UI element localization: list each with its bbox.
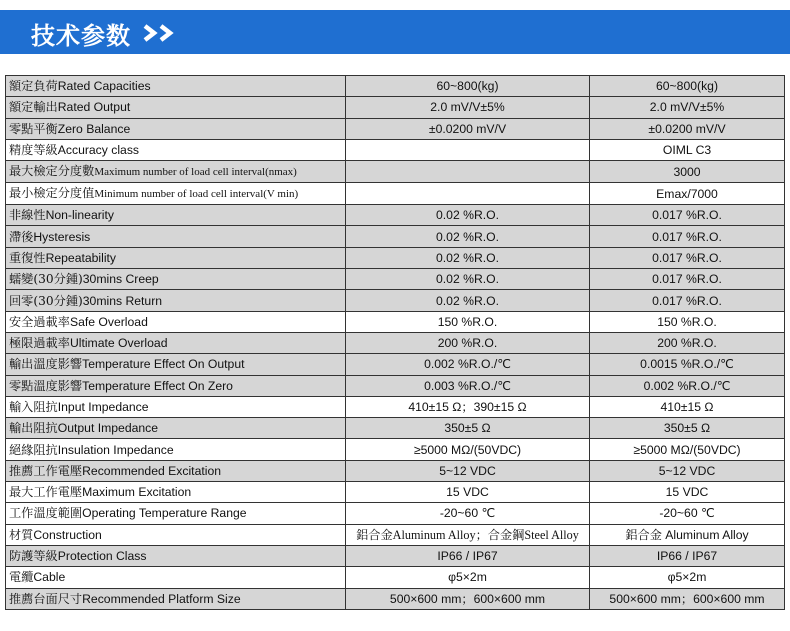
table-row [6,118,785,139]
param-name-zh: 推薦台面尺寸 [9,591,83,606]
param-name-cell [6,396,346,417]
param-name-cell [6,545,346,566]
value-cell-col2: 0.017 %R.O. [590,290,785,311]
param-name-cell [6,269,346,290]
param-name-cell [6,139,346,160]
value-cell-col1: ≥5000 MΩ/(50VDC) [346,439,590,460]
table-row [6,375,785,396]
param-name-zh: 工作溫度範圍 [9,506,83,521]
param-name-cell [6,418,346,439]
param-name-en: 30mins Return [82,293,163,308]
value-cell-col1: 60~800(kg) [346,76,590,97]
param-name-zh: 輸入阻抗 [9,400,58,414]
value-cell-col1: 350±5 Ω [346,418,590,439]
value-cell-col1: 0.02 %R.O. [346,290,590,311]
param-name-cell [6,161,346,183]
param-name-zh: 回零(30分鍾) [9,293,83,308]
value-cell-col2: 0.017 %R.O. [590,205,785,226]
param-name-cell [6,311,346,332]
value-cell-col2: 2.0 mV/V±5% [590,97,785,118]
table-row [6,332,785,353]
param-name-zh: 防護等級 [9,549,58,564]
param-name-cell [6,97,346,118]
param-name-en: Output Impedance [57,421,159,436]
param-name-zh: 零點平衡 [9,121,58,136]
table-row [6,460,785,481]
value-cell-col1: 200 %R.O. [346,332,590,353]
param-name-cell [6,205,346,226]
table-row [6,205,785,226]
value-cell-col1 [346,139,590,160]
value-cell-col2: Emax/7000 [590,183,785,205]
table-row [6,482,785,503]
param-name-zh: 額定輸出 [9,100,58,115]
table-row [6,139,785,160]
table-row [6,183,785,205]
section-title: 技术参数 [31,22,131,50]
param-name-zh: 最小檢定分度值 [9,186,95,201]
value-cell-col1: 0.02 %R.O. [346,269,590,290]
param-name-en: Cable [33,570,66,585]
param-name-en: Operating Temperature Range [82,506,247,521]
param-name-en: Protection Class [57,549,147,564]
value-cell-col2: ≥5000 MΩ/(50VDC) [590,439,785,460]
table-row [6,354,785,375]
param-name-cell [6,588,346,609]
table-row [6,290,785,311]
table-row [6,588,785,609]
table-row [6,311,785,332]
param-name-en: Accuracy class [57,143,140,158]
table-row [6,524,785,545]
value-cell-col2: 0.017 %R.O. [590,247,785,268]
value-cell-col1: IP66 / IP67 [346,545,590,566]
param-name-zh: 重復性 [9,250,46,265]
value-cell-col2: 200 %R.O. [590,332,785,353]
param-name-en: Ultimate Overload [69,336,168,351]
param-name-cell [6,567,346,588]
param-name-en: Maximum Excitation [82,485,192,500]
value-cell-col2: φ5×2m [590,567,785,588]
value-cell-col2: 410±15 Ω [590,396,785,417]
param-name-zh: 滯後 [9,229,34,244]
param-name-cell [6,524,346,545]
table-row [6,247,785,268]
table-row [6,269,785,290]
param-name-en: Non-linearity [45,208,114,223]
value-cell-col1: 410±15 Ω；390±15 Ω [346,396,590,417]
table-row [6,97,785,118]
value-cell-col2: 350±5 Ω [590,418,785,439]
double-chevron-right-icon [142,23,186,43]
value-cell-col1: 15 VDC [346,482,590,503]
section-banner [0,10,790,54]
param-name-cell [6,503,346,524]
value-cell-col2: 3000 [590,161,785,183]
param-name-zh: 最大工作電壓 [9,485,83,500]
param-name-en: Zero Balance [57,121,131,136]
value-cell-col1: 0.002 %R.O./℃ [346,354,590,375]
value-cell-col2: 60~800(kg) [590,76,785,97]
value-cell-col2: ±0.0200 mV/V [590,118,785,139]
value-cell-col1: 0.02 %R.O. [346,205,590,226]
table-row [6,439,785,460]
param-name-cell [6,247,346,268]
param-name-en: Hysteresis [33,229,91,244]
param-name-zh: 精度等級 [9,143,58,158]
value-cell-col1: 鋁合金Aluminum Alloy；合金鋼Steel Alloy [346,524,590,545]
value-cell-col1: 0.003 %R.O./℃ [346,375,590,396]
param-name-en: Temperature Effect On Output [82,357,245,372]
value-cell-col1: 500×600 mm；600×600 mm [346,588,590,609]
table-row [6,76,785,97]
param-name-en: Rated Output [57,100,131,115]
param-name-en: Input Impedance [57,400,149,414]
param-name-en: Rated Capacities [57,79,151,94]
value-cell-col2: 500×600 mm；600×600 mm [590,588,785,609]
param-name-zh: 最大檢定分度數 [9,164,95,179]
table-row [6,567,785,588]
table-row [6,545,785,566]
value-cell-col2: 5~12 VDC [590,460,785,481]
param-name-zh: 推薦工作電壓 [9,463,83,478]
param-name-cell [6,76,346,97]
param-name-en: 30mins Creep [82,272,159,287]
value-cell-col1 [346,161,590,183]
value-cell-col1 [346,183,590,205]
param-name-en: Recommended Platform Size [82,591,241,606]
value-cell-col1: -20~60 ℃ [346,503,590,524]
param-name-en: Safe Overload [69,314,148,329]
value-cell-col2: IP66 / IP67 [590,545,785,566]
param-name-en: Recommended Excitation [82,463,221,478]
value-cell-col2: -20~60 ℃ [590,503,785,524]
param-name-cell [6,375,346,396]
param-name-zh: 安全過載率 [9,314,70,329]
table-row [6,396,785,417]
param-name-zh: 零點溫度影響 [9,378,83,393]
value-cell-col2: 0.017 %R.O. [590,226,785,247]
param-name-zh: 蠕變(30分鍾) [9,272,83,287]
param-name-zh: 額定負荷 [9,79,58,94]
value-cell-col1: ±0.0200 mV/V [346,118,590,139]
param-name-zh: 輸出溫度影響 [9,357,83,372]
param-name-zh: 材質 [9,527,34,542]
param-name-cell [6,118,346,139]
param-name-cell [6,226,346,247]
param-name-cell [6,332,346,353]
param-name-cell [6,460,346,481]
param-name-cell [6,183,346,205]
param-name-zh: 非線性 [9,208,46,223]
param-name-zh: 輸出阻抗 [9,421,58,436]
value-cell-col2: 150 %R.O. [590,311,785,332]
value-cell-col2: 鋁合金 Aluminum Alloy [590,524,785,545]
param-name-en: Temperature Effect On Zero [82,378,233,393]
param-name-zh: 極限過載率 [9,336,70,351]
value-cell-col2: 0.002 %R.O./℃ [590,375,785,396]
value-cell-col1: φ5×2m [346,567,590,588]
param-name-en: Insulation Impedance [57,442,174,457]
value-cell-col1: 0.02 %R.O. [346,226,590,247]
param-name-en: Maximum number of load cell interval(nmax) [94,166,297,179]
value-cell-col1: 150 %R.O. [346,311,590,332]
table-row [6,226,785,247]
value-cell-col1: 5~12 VDC [346,460,590,481]
spec-table [5,75,785,610]
table-row [6,418,785,439]
table-row [6,161,785,183]
value-cell-col2: 0.017 %R.O. [590,269,785,290]
value-cell-col2: OIML C3 [590,139,785,160]
param-name-en: Construction [33,527,102,542]
value-cell-col1: 2.0 mV/V±5% [346,97,590,118]
param-name-cell [6,439,346,460]
param-name-cell [6,290,346,311]
value-cell-col2: 15 VDC [590,482,785,503]
param-name-zh: 絕緣阻抗 [9,442,58,457]
param-name-en: Repeatability [45,250,117,265]
param-name-zh: 電纜 [9,570,34,585]
value-cell-col2: 0.0015 %R.O./℃ [590,354,785,375]
value-cell-col1: 0.02 %R.O. [346,247,590,268]
table-row [6,503,785,524]
param-name-en: Minimum number of load cell interval(V min) [94,188,299,201]
param-name-cell [6,354,346,375]
param-name-cell [6,482,346,503]
